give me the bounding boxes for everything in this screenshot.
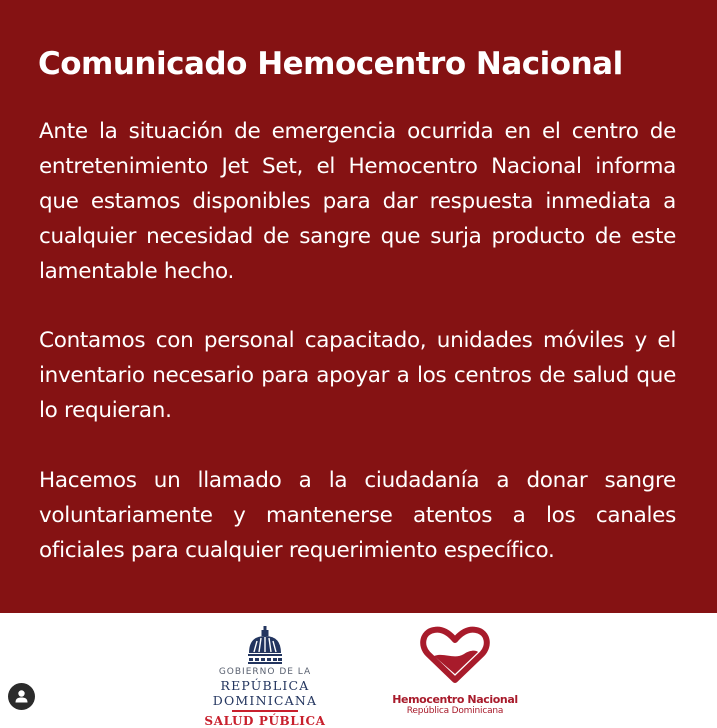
gov-line-1: GOBIERNO DE LA bbox=[218, 667, 312, 677]
heart-icon bbox=[420, 626, 490, 684]
gov-divider bbox=[232, 710, 298, 712]
dome-icon bbox=[245, 625, 285, 665]
gobierno-logo bbox=[170, 625, 360, 728]
paragraph-2: Contamos con personal capacitado, unidades móviles y el inventario necesario para apoyar a los centros de salud que lo requieran. bbox=[39, 328, 676, 423]
gov-line-2: REPÚBLICA DOMINICANA bbox=[212, 678, 318, 708]
tagged-users-button[interactable] bbox=[8, 683, 35, 710]
communique-title: Comunicado Hemocentro Nacional bbox=[38, 46, 623, 82]
hemo-line-1: Hemocentro Nacional bbox=[392, 693, 518, 706]
paragraph-1: Ante la situación de emergencia ocurrida en el centro de entretenimiento Jet Set, el Hemocentro Nacional informa que estamos disponibles para dar respuesta inmediata a cualquier necesidad de sangre que surja producto de este lamentable hecho. bbox=[39, 119, 676, 284]
paragraph-3: Hacemos un llamado a la ciudadanía a donar sangre voluntariamente y mantenerse atentos a los canales oficiales para cualquier requerimiento específico. bbox=[39, 468, 676, 563]
hemo-line-2: República Dominicana bbox=[406, 706, 504, 716]
gov-line-3: SALUD PÚBLICA bbox=[204, 714, 326, 728]
hemocentro-logo bbox=[392, 626, 518, 716]
person-icon bbox=[8, 683, 35, 710]
